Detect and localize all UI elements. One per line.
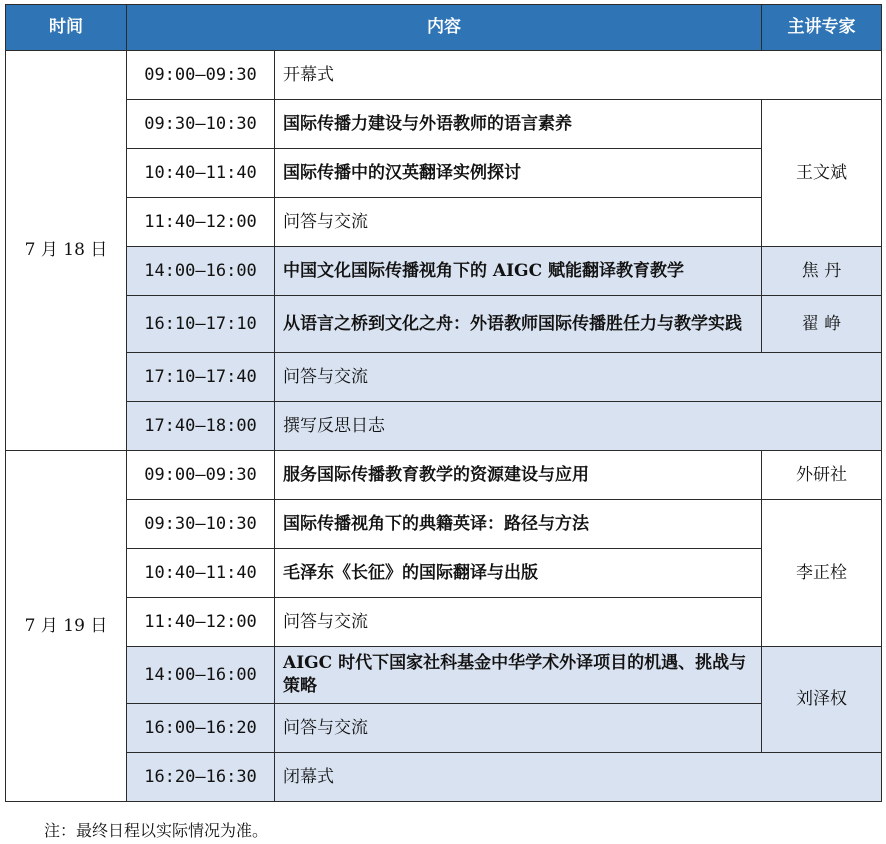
- topic-cell: 中国文化国际传播视角下的 AIGC 赋能翻译教育教学: [275, 247, 762, 296]
- time-cell: 09:30—10:30: [127, 500, 275, 549]
- topic-cell: 问答与交流: [275, 353, 882, 402]
- time-cell: 10:40—11:40: [127, 149, 275, 198]
- table-row: [6, 402, 882, 451]
- table-row: [6, 598, 882, 647]
- topic-cell: 问答与交流: [275, 198, 762, 247]
- table-row: [6, 704, 882, 753]
- header-row: [6, 5, 882, 51]
- table-row: [6, 247, 882, 296]
- header-time: 时间: [6, 5, 127, 51]
- header-speaker: 主讲专家: [762, 5, 882, 51]
- topic-cell: 国际传播视角下的典籍英译：路径与方法: [275, 500, 762, 549]
- speaker-cell: 外研社: [762, 451, 882, 500]
- time-cell: 11:40—12:00: [127, 598, 275, 647]
- table-row: [6, 51, 882, 100]
- time-cell: 17:10—17:40: [127, 353, 275, 402]
- speaker-cell: 刘泽权: [762, 647, 882, 753]
- table-row: [6, 353, 882, 402]
- time-cell: 09:00—09:30: [127, 51, 275, 100]
- table-row: [6, 296, 882, 353]
- speaker-cell: 李正栓: [762, 500, 882, 647]
- time-cell: 14:00—16:00: [127, 647, 275, 704]
- time-cell: 14:00—16:00: [127, 247, 275, 296]
- schedule-table: [5, 4, 882, 802]
- table-row: [6, 198, 882, 247]
- topic-cell: 国际传播力建设与外语教师的语言素养: [275, 100, 762, 149]
- time-cell: 16:20—16:30: [127, 753, 275, 802]
- topic-cell: AIGC 时代下国家社科基金中华学术外译项目的机遇、挑战与策略: [275, 647, 762, 704]
- table-row: [6, 753, 882, 802]
- topic-cell: 问答与交流: [275, 598, 762, 647]
- time-cell: 16:00—16:20: [127, 704, 275, 753]
- topic-cell: 闭幕式: [275, 753, 882, 802]
- topic-cell: 撰写反思日志: [275, 402, 882, 451]
- table-row: [6, 100, 882, 149]
- time-cell: 16:10—17:10: [127, 296, 275, 353]
- table-row: [6, 451, 882, 500]
- footnote: 注：最终日程以实际情况为准。: [44, 821, 269, 840]
- speaker-cell: 王文斌: [762, 100, 882, 247]
- speaker-cell: 翟 峥: [762, 296, 882, 353]
- topic-cell: 从语言之桥到文化之舟：外语教师国际传播胜任力与教学实践: [275, 296, 762, 353]
- time-cell: 10:40—11:40: [127, 549, 275, 598]
- table-row: [6, 549, 882, 598]
- time-cell: 17:40—18:00: [127, 402, 275, 451]
- topic-cell: 毛泽东《长征》的国际翻译与出版: [275, 549, 762, 598]
- topic-cell: 开幕式: [275, 51, 882, 100]
- header-content: 内容: [127, 5, 762, 51]
- speaker-cell: 焦 丹: [762, 247, 882, 296]
- table-row: [6, 149, 882, 198]
- time-cell: 11:40—12:00: [127, 198, 275, 247]
- table-row: [6, 500, 882, 549]
- time-cell: 09:30—10:30: [127, 100, 275, 149]
- date-cell: 7 月 19 日: [6, 451, 127, 802]
- topic-cell: 问答与交流: [275, 704, 762, 753]
- table-row: [6, 647, 882, 704]
- date-cell: 7 月 18 日: [6, 51, 127, 451]
- time-cell: 09:00—09:30: [127, 451, 275, 500]
- topic-cell: 国际传播中的汉英翻译实例探讨: [275, 149, 762, 198]
- topic-cell: 服务国际传播教育教学的资源建设与应用: [275, 451, 762, 500]
